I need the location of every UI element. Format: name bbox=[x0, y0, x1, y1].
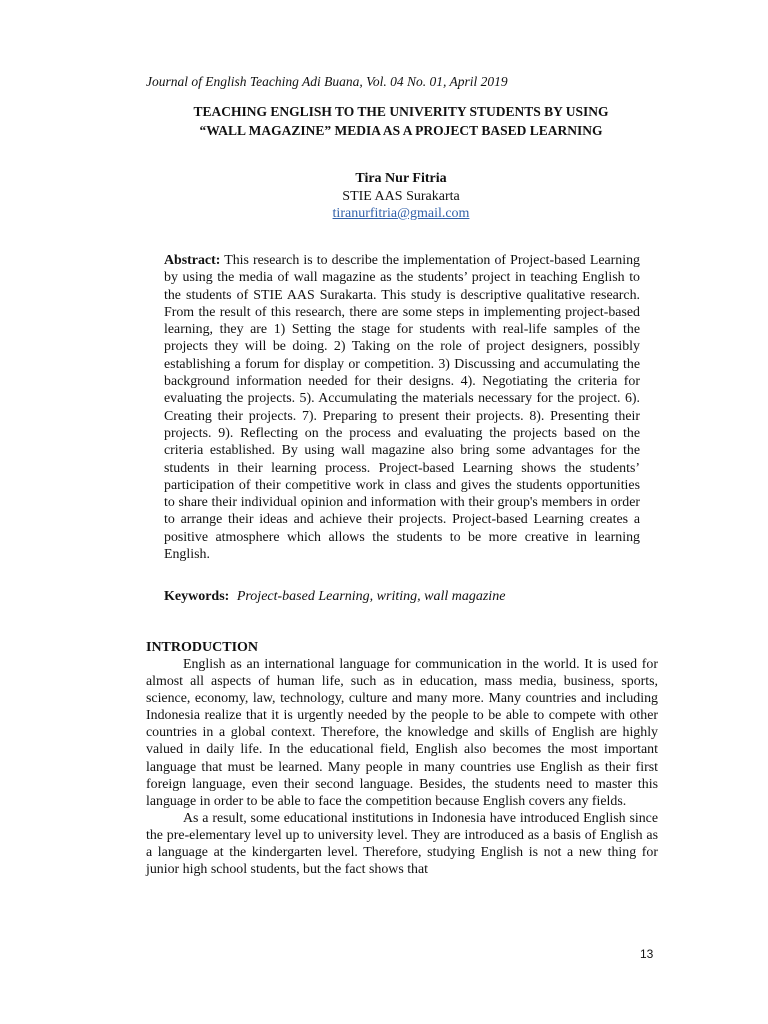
introduction-body bbox=[146, 656, 658, 878]
keywords bbox=[164, 589, 640, 605]
keywords-label: Keywords: bbox=[164, 589, 230, 604]
keywords-text: Project-based Learning, writing, wall magazine bbox=[236, 589, 506, 604]
author-email-link[interactable]: tiranurfitria@gmail.com bbox=[332, 206, 470, 221]
author-name: Tira Nur Fitria bbox=[355, 171, 447, 186]
running-head: Journal of English Teaching Adi Buana, Vol. 04 No. 01, April 2019 bbox=[146, 74, 508, 89]
article-title bbox=[146, 102, 656, 140]
abstract-label: Abstract: bbox=[164, 253, 221, 268]
intro-paragraph-1: English as an international language for communication in the world. It is used for almost all aspects of human life, such as in education, mass media, business, sports, science, economy, law, technology, culture and many more. Many countries and including Indonesia realize that it is urgently needed by the people to be able to compete with other countries in a global context. Therefore, the knowledge and skills of English are highly valued in daily life. In the educational field, English also becomes the most important language that must be learned. Many people in many countries use English as their first foreign language, even their second language. Besides, the students need to master this language in order to be able to face the competition because English covers any fields. bbox=[146, 657, 658, 809]
title-line-1: TEACHING ENGLISH TO THE UNIVERITY STUDENTS BY USING bbox=[193, 104, 609, 119]
page-number: 13 bbox=[640, 947, 654, 961]
abstract-text: This research is to describe the implementation of Project-based Learning by using the media of wall magazine as the students’ project in teaching English to the students of STIE AAS Surakarta. This study is descriptive qualitative research. From the result of this research, there are some steps in implementing project-based learning, they are 1) Setting the stage for students with real-life samples of the projects they will be doing. 2) Taking on the role of project designers, possibly establishing a forum for display or competition. 3) Discussing and accumulating the background information needed for their designs. 4). Negotiating the criteria for evaluating the projects. 5). Accumulating the materials necessary for the project. 6). Creating their projects. 7). Preparing to present their projects. 8). Presenting their projects. 9). Reflecting on the process and evaluating the projects based on the criteria established. By using wall magazine also bring some advantages for the students in their learning process. Project-based Learning shows the students’ participation of their competitive work in class and gives the students opportunities to share their individual opinion and information with their group's members in order to arrange their ideas and achieve their projects. Project-based Learning creates a positive atmosphere which allows the students to be more creative in learning English. bbox=[164, 253, 640, 563]
author-affiliation: STIE AAS Surakarta bbox=[342, 188, 460, 204]
author-block bbox=[146, 170, 656, 223]
abstract bbox=[164, 252, 640, 563]
intro-paragraph-2: As a result, some educational institutions in Indonesia have introduced English since the pre-elementary level up to university level. They are introduced as a basis of English as a language at the kindergarten level. Therefore, studying English is not a new thing for junior high school students, but the fact shows that bbox=[146, 810, 658, 878]
title-line-2: “WALL MAGAZINE” MEDIA AS A PROJECT BASED LEARNING bbox=[199, 123, 603, 138]
introduction-heading: INTRODUCTION bbox=[146, 640, 259, 655]
